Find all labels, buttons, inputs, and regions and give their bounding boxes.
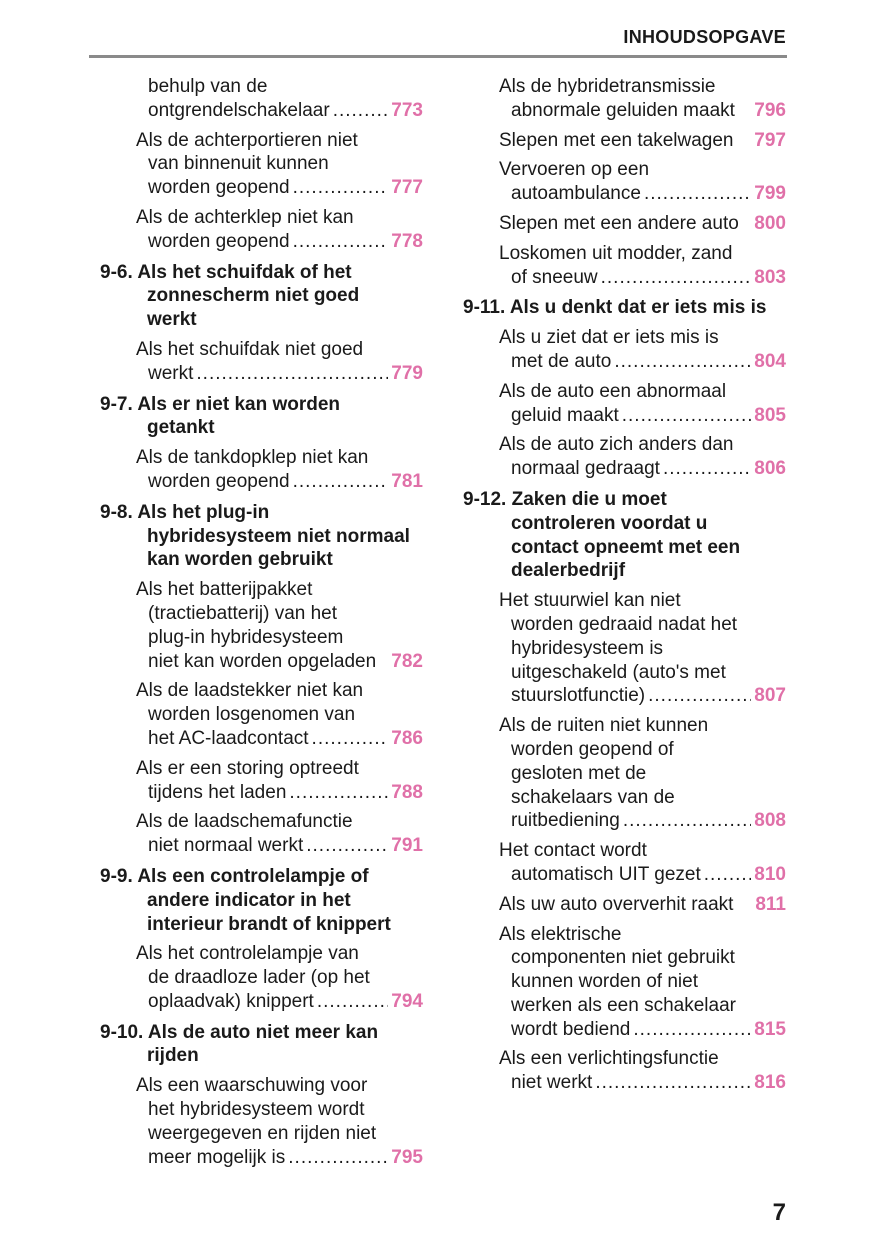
entry-text: niet normaal werkt: [148, 835, 304, 857]
section-title: hybridesysteem niet normaal: [147, 525, 410, 547]
toc-section-heading[interactable]: [463, 488, 786, 583]
entry-page-number: 782: [391, 650, 423, 672]
entry-text: stuurslotfunctie): [511, 685, 646, 707]
section-title: 9-8. Als het plug-in: [100, 501, 270, 523]
entry-text: meer mogelijk is: [148, 1146, 286, 1168]
leader-dots: [288, 1146, 388, 1170]
section-title: controleren voordat u: [511, 512, 708, 534]
toc-entry[interactable]: [100, 129, 423, 200]
entry-page-number: 800: [754, 212, 786, 234]
entry-text: Als de achterportieren niet: [136, 129, 358, 151]
section-title: getankt: [147, 417, 215, 439]
entry-text: kunnen worden of niet: [511, 971, 698, 993]
entry-page-number: 777: [391, 177, 423, 199]
entry-page-number: 803: [754, 266, 786, 288]
entry-text: of sneeuw: [511, 266, 598, 288]
entry-page-number: 796: [754, 99, 786, 121]
entry-text: Als de laadschemafunctie: [136, 811, 353, 833]
entry-text: (tractiebatterij) van het: [148, 602, 338, 624]
entry-text: Als uw auto oververhit raakt: [499, 893, 734, 915]
leader-dots: [622, 404, 752, 428]
toc-entry[interactable]: [100, 578, 423, 673]
toc-entry[interactable]: [463, 212, 786, 236]
entry-text: uitgeschakeld (auto's met: [511, 661, 726, 683]
toc-entry[interactable]: [463, 433, 786, 481]
entry-text: met de auto: [511, 350, 612, 372]
entry-text: niet werkt: [511, 1072, 593, 1094]
toc-entry[interactable]: [463, 714, 786, 833]
toc-entry[interactable]: [100, 679, 423, 750]
toc-entry[interactable]: [100, 810, 423, 858]
entry-text: tijdens het laden: [148, 781, 287, 803]
leader-dots: [601, 266, 752, 290]
toc-section-heading[interactable]: [100, 501, 423, 572]
entry-text: worden geopend of: [511, 738, 674, 760]
entry-page-number: 810: [754, 863, 786, 885]
entry-text: geluid maakt: [511, 404, 619, 426]
entry-text: Als de laadstekker niet kan: [136, 680, 364, 702]
entry-text: gesloten met de: [511, 762, 647, 784]
entry-text: Als de ruiten niet kunnen: [499, 715, 709, 737]
toc-column-right: [463, 75, 786, 1101]
section-title: 9-12. Zaken die u moet: [463, 488, 667, 510]
entry-text: abnormale geluiden maakt: [511, 99, 735, 121]
toc-entry[interactable]: [463, 839, 786, 887]
entry-text: worden gedraaid nadat het: [511, 613, 738, 635]
leader-dots: [317, 990, 388, 1014]
entry-page-number: 773: [391, 99, 423, 121]
entry-page-number: 807: [754, 685, 786, 707]
leader-dots: [312, 727, 389, 751]
entry-text: weergegeven en rijden niet: [148, 1122, 377, 1144]
entry-text: van binnenuit kunnen: [148, 153, 329, 175]
entry-page-number: 806: [754, 458, 786, 480]
entry-text: Als u ziet dat er iets mis is: [499, 327, 719, 349]
section-title: kan worden gebruikt: [147, 549, 333, 571]
entry-text: Als een verlichtingsfunctie: [499, 1048, 719, 1070]
leader-dots: [333, 99, 389, 123]
entry-text: Het contact wordt: [499, 840, 647, 862]
entry-text: werken als een schakelaar: [511, 994, 736, 1016]
entry-text: hybridesysteem is: [511, 637, 664, 659]
toc-section-heading[interactable]: [100, 393, 423, 441]
entry-page-number: 799: [754, 183, 786, 205]
entry-page-number: 808: [754, 810, 786, 832]
toc-entry[interactable]: [100, 206, 423, 254]
entry-text: oplaadvak) knippert: [148, 990, 314, 1012]
entry-text: de draadloze lader (op het: [148, 967, 370, 989]
toc-entry[interactable]: [100, 942, 423, 1013]
entry-text: Als de hybridetransmissie: [499, 76, 716, 97]
section-title: 9-11. Als u denkt dat er iets mis is: [463, 297, 767, 319]
toc-entry[interactable]: [100, 446, 423, 494]
leader-dots: [663, 457, 751, 481]
entry-page-number: 797: [754, 129, 786, 151]
entry-text: schakelaars van de: [511, 786, 675, 808]
section-title: werkt: [147, 309, 197, 331]
section-title: contact opneemt met een: [511, 536, 741, 558]
entry-text: worden geopend: [148, 470, 290, 492]
entry-page-number: 788: [391, 781, 423, 803]
entry-text: Als de auto zich anders dan: [499, 434, 734, 456]
leader-dots: [704, 863, 752, 887]
leader-dots: [196, 362, 388, 386]
section-title: dealerbedrijf: [511, 560, 626, 582]
section-title: zonnescherm niet goed: [147, 285, 360, 307]
entry-text: Als het controlelampje van: [136, 943, 359, 965]
page-number: 7: [772, 1199, 786, 1226]
entry-page-number: 779: [391, 362, 423, 384]
entry-page-number: 786: [391, 727, 423, 749]
entry-text: Als elektrische: [499, 923, 622, 945]
section-title: 9-7. Als er niet kan worden: [100, 393, 341, 415]
entry-text: worden geopend: [148, 230, 290, 252]
leader-dots: [293, 470, 389, 494]
entry-text: Als de auto een abnormaal: [499, 380, 727, 402]
toc-entry[interactable]: [463, 129, 786, 153]
toc-entry[interactable]: [100, 1074, 423, 1169]
entry-text: worden losgenomen van: [148, 704, 356, 726]
toc-entry[interactable]: [463, 242, 786, 290]
entry-text: Als het batterijpakket: [136, 579, 313, 601]
toc-entry[interactable]: [463, 158, 786, 206]
entry-text: werkt: [148, 362, 194, 384]
entry-page-number: 816: [754, 1072, 786, 1094]
toc-section-heading[interactable]: [100, 865, 423, 936]
leader-dots: [614, 350, 751, 374]
entry-text: het hybridesysteem wordt: [148, 1099, 365, 1121]
section-title: rijden: [147, 1045, 199, 1067]
toc-entry[interactable]: [463, 75, 786, 123]
toc-entry[interactable]: [100, 757, 423, 805]
leader-dots: [293, 230, 389, 254]
toc-entry[interactable]: [463, 326, 786, 374]
toc-entry[interactable]: [463, 923, 786, 1042]
entry-text: Als het schuifdak niet goed: [136, 338, 364, 360]
entry-page-number: 815: [754, 1018, 786, 1040]
leader-dots: [633, 1018, 751, 1042]
leader-dots: [623, 809, 751, 833]
leader-dots: [595, 1071, 751, 1095]
entry-text: Loskomen uit modder, zand: [499, 242, 733, 264]
leader-dots: [306, 834, 388, 858]
leader-dots: [648, 684, 751, 708]
entry-page-number: 778: [391, 230, 423, 252]
entry-text: Slepen met een andere auto: [499, 212, 739, 234]
toc-entry[interactable]: [463, 380, 786, 428]
entry-text: Als er een storing optreedt: [136, 757, 359, 779]
leader-dots: [289, 781, 388, 805]
entry-page-number: 794: [391, 990, 423, 1012]
section-title: 9-9. Als een controlelampje of: [100, 865, 369, 887]
entry-page-number: 804: [754, 350, 786, 372]
header-divider: [89, 55, 787, 58]
entry-text: normaal gedraagt: [511, 458, 660, 480]
entry-text: Als de tankdopklep niet kan: [136, 447, 369, 469]
entry-text: worden geopend: [148, 177, 290, 199]
entry-text: Vervoeren op een: [499, 159, 650, 181]
entry-text: ruitbediening: [511, 810, 620, 832]
leader-dots: [293, 176, 389, 200]
entry-text: Als een waarschuwing voor: [136, 1075, 368, 1097]
toc-entry[interactable]: [463, 1047, 786, 1095]
toc-entry[interactable]: [463, 589, 786, 708]
entry-text: het AC-laadcontact: [148, 727, 309, 749]
toc-section-heading[interactable]: [100, 261, 423, 332]
entry-text: Als de achterklep niet kan: [136, 206, 354, 228]
header-title: INHOUDSOPGAVE: [623, 27, 786, 47]
section-title: 9-6. Als het schuifdak of het: [100, 261, 352, 283]
leader-dots: [644, 182, 751, 206]
entry-text: plug-in hybridesysteem: [148, 626, 344, 648]
toc-entry[interactable]: [100, 338, 423, 386]
entry-text: componenten niet gebruikt: [511, 947, 735, 969]
toc-column-left: [100, 75, 423, 1175]
toc-entry[interactable]: [463, 893, 786, 917]
entry-text: behulp van de: [148, 76, 268, 97]
entry-text: ontgrendelschakelaar: [148, 99, 330, 121]
toc-entry[interactable]: [100, 75, 423, 123]
section-title: 9-10. Als de auto niet meer kan: [100, 1021, 379, 1043]
entry-page-number: 791: [391, 835, 423, 857]
entry-page-number: 781: [391, 470, 423, 492]
section-title: andere indicator in het: [147, 889, 351, 911]
entry-text: automatisch UIT gezet: [511, 863, 701, 885]
entry-text: niet kan worden opgeladen: [148, 650, 377, 672]
toc-section-heading[interactable]: [463, 296, 786, 320]
entry-text: Het stuurwiel kan niet: [499, 590, 681, 612]
entry-text: autoambulance: [511, 183, 641, 205]
section-title: interieur brandt of knippert: [147, 913, 391, 935]
entry-page-number: 811: [755, 893, 786, 915]
entry-text: Slepen met een takelwagen: [499, 129, 734, 151]
toc-section-heading[interactable]: [100, 1021, 423, 1069]
entry-text: wordt bediend: [511, 1018, 631, 1040]
entry-page-number: 805: [754, 404, 786, 426]
entry-page-number: 795: [391, 1146, 423, 1168]
